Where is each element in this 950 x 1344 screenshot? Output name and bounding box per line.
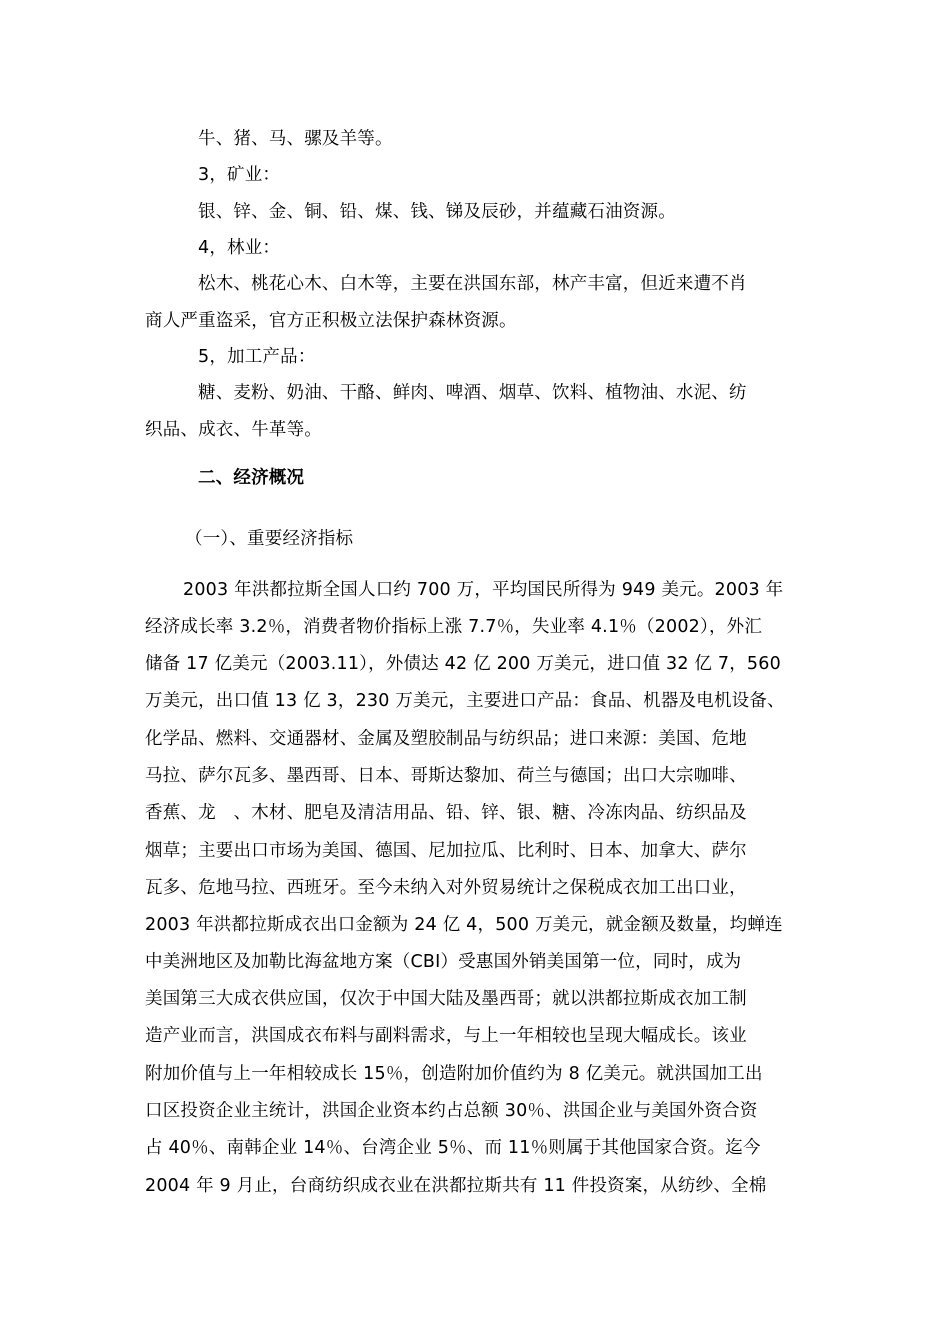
forestry-line-1: 松木、桃花心木、白木等，主要在洪国东部，林产丰富，但近来遭不肖 <box>198 274 747 294</box>
forestry-line-2: 商人严重盗采，官方正积极立法保护森林资源。 <box>145 311 517 331</box>
processed-line-2: 织品、成衣、牛革等。 <box>145 420 322 440</box>
paragraph-line: 附加价值与上一年相较成长 15％，创造附加价值约为 8 亿美元。就洪国加工出 <box>145 1064 763 1084</box>
paragraph-line: 口区投资企业主统计，洪国企业资本约占总额 30％、洪国企业与美国外资合资 <box>145 1101 758 1121</box>
mining-heading: 3，矿业： <box>198 165 281 185</box>
paragraph-line: 造产业而言，洪国成衣布料与副料需求，与上一年相较也呈现大幅成长。该业 <box>145 1026 747 1046</box>
paragraph-line: 2003 年洪都拉斯成衣出口金额为 24 亿 4，500 万美元，就金额及数量，均蝉连 <box>145 915 783 935</box>
paragraph-line: 香蕉、龙 、木材、肥皂及清洁用品、铅、锌、银、糖、冷冻肉品、纺织品及 <box>145 803 747 823</box>
subsection-title: （一）、重要经济指标 <box>185 529 354 549</box>
paragraph-line: 2003 年洪都拉斯全国人口约 700 万，平均国民所得为 949 美元。2003 年 <box>183 580 784 600</box>
paragraph-line: 化学品、燃料、交通器材、金属及塑胶制品与纺织品；进口来源：美国、危地 <box>145 729 747 749</box>
processed-line-1: 糖、麦粉、奶油、干酪、鲜肉、啤酒、烟草、饮料、植物油、水泥、纺 <box>198 383 747 403</box>
forestry-heading: 4，林业： <box>198 238 281 258</box>
processed-heading: 5，加工产品： <box>198 347 316 367</box>
paragraph-line: 占 40％、南韩企业 14％、台湾企业 5％、而 11％则属于其他国家合资。迄今 <box>145 1138 761 1158</box>
paragraph-line: 烟草；主要出口市场为美国、德国、尼加拉瓜、比利时、日本、加拿大、萨尔 <box>145 841 747 861</box>
mining-text: 银、锌、金、铜、铅、煤、钱、锑及辰砂，并蕴藏石油资源。 <box>198 202 676 222</box>
paragraph-line: 瓦多、危地马拉、西班牙。至今未纳入对外贸易统计之保税成衣加工出口业， <box>145 878 747 898</box>
paragraph-line: 美国第三大成衣供应国，仅次于中国大陆及墨西哥；就以洪都拉斯成衣加工制 <box>145 989 747 1009</box>
paragraph-line: 经济成长率 3.2％，消费者物价指标上涨 7.7％，失业率 4.1％（2002），外汇 <box>145 617 763 637</box>
paragraph-line: 马拉、萨尔瓦多、墨西哥、日本、哥斯达黎加、荷兰与德国；出口大宗咖啡、 <box>145 766 747 786</box>
livestock-line: 牛、猪、马、骡及羊等。 <box>198 129 393 149</box>
paragraph-line: 储备 17 亿美元（2003.11），外债达 42 亿 200 万美元，进口值 32 亿 7，560 <box>145 654 781 674</box>
paragraph-line: 中美洲地区及加勒比海盆地方案（CBI）受惠国外销美国第一位，同时，成为 <box>145 952 742 972</box>
section-title: 二、经济概况 <box>198 468 305 488</box>
paragraph-line: 2004 年 9 月止，台商纺织成衣业在洪都拉斯共有 11 件投资案，从纺纱、全棉 <box>145 1176 767 1196</box>
paragraph-line: 万美元，出口值 13 亿 3，230 万美元，主要进口产品：食品、机器及电机设备、 <box>145 691 785 711</box>
